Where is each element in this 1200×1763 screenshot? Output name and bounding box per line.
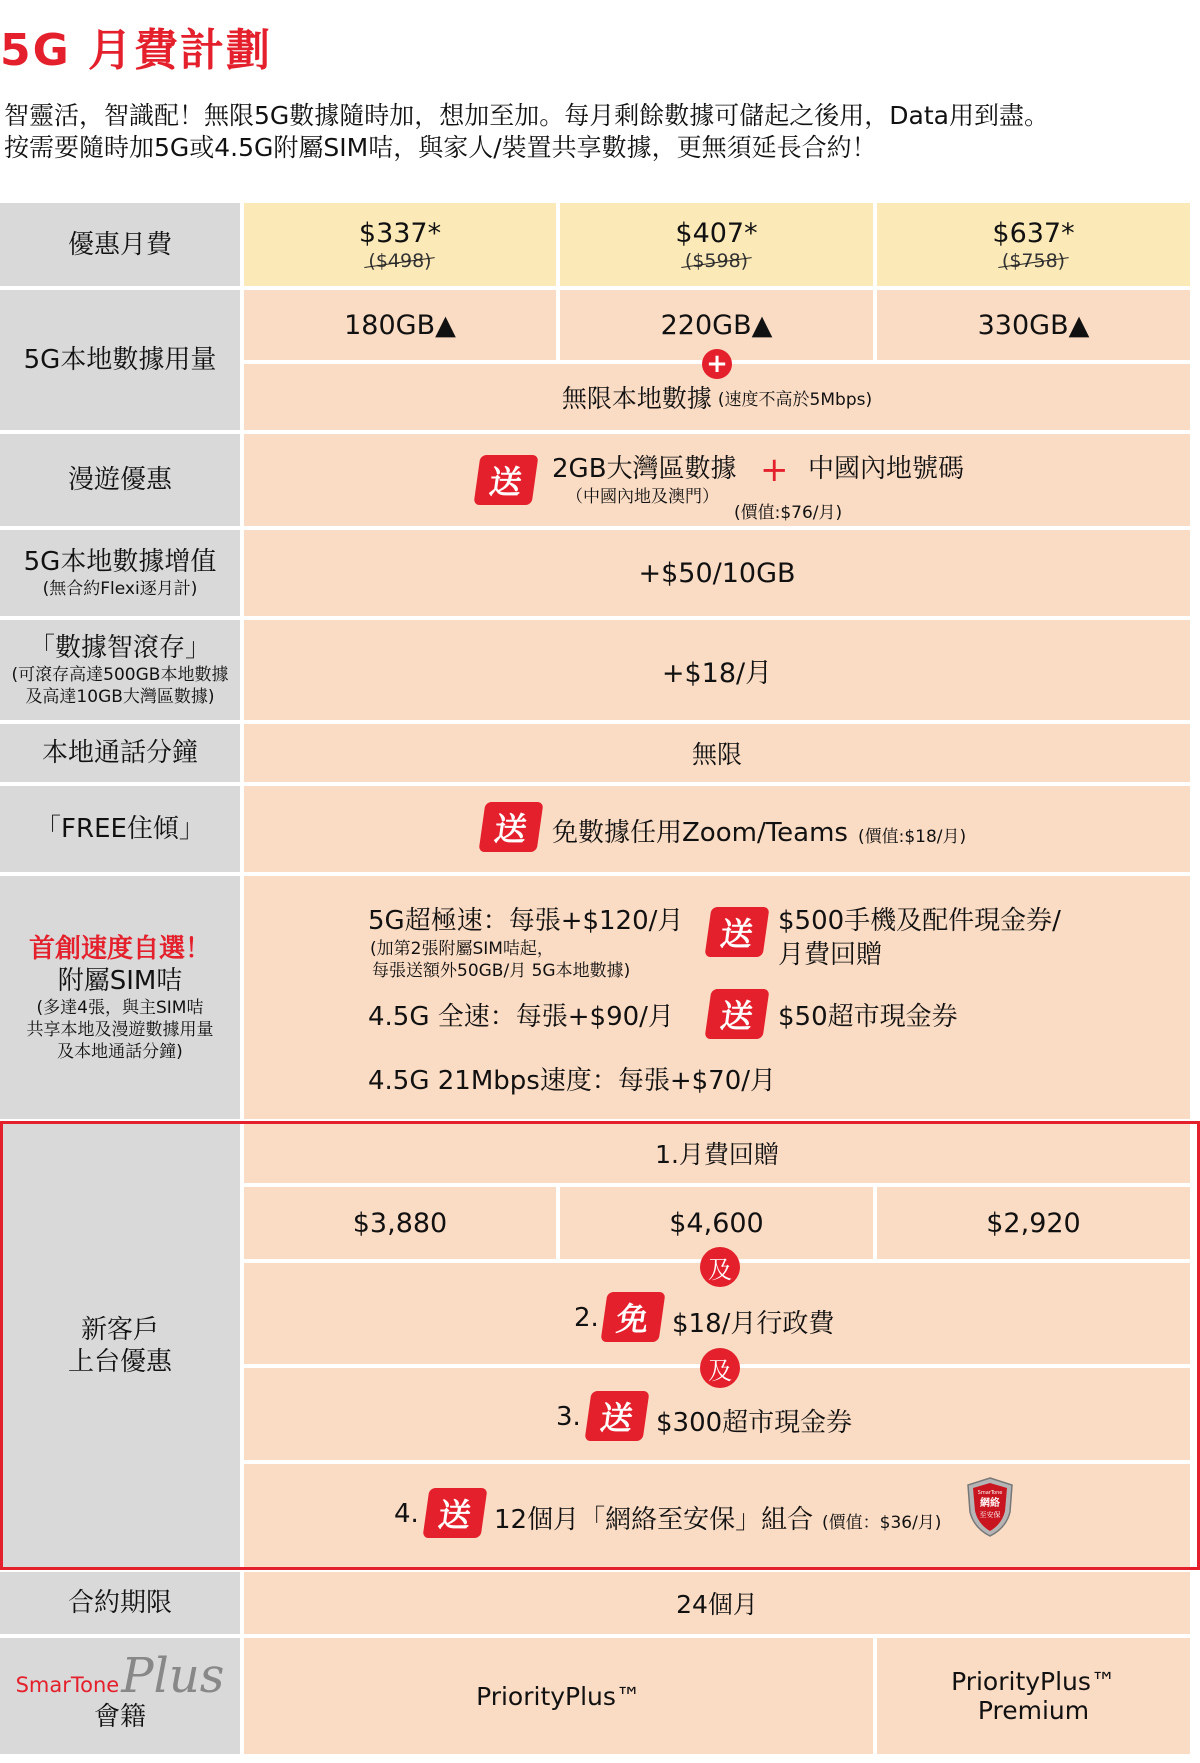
sim-option-45g: 4.5G 全速：每張+$90/月: [368, 1002, 674, 1032]
data-plan-1: 180GB▲: [244, 290, 556, 360]
voucher-number: 3.: [556, 1402, 581, 1432]
page-title: 5G 月費計劃: [0, 25, 273, 76]
roaming-item-2-note: (價值:$76/月): [734, 503, 843, 523]
security-number: 4.: [394, 1499, 419, 1529]
rebate-title: 1.月費回贈: [244, 1123, 1190, 1183]
shield-icon: [964, 1476, 1016, 1538]
sim-option-45g-21mbps: 4.5G 21Mbps速度：每張+$70/月: [368, 1066, 777, 1096]
data-plan-3: 330GB▲: [877, 290, 1190, 360]
old-price-plan-2: ($598): [684, 249, 749, 272]
free-note: (價值:$18/月): [858, 827, 967, 847]
old-price-plan-3: ($758): [1001, 249, 1066, 272]
voucher-text: $300超市現金券: [656, 1408, 853, 1438]
row-label-new-customer: 新客戶 上台優惠: [0, 1123, 240, 1568]
intro-text: [4, 100, 1049, 164]
price-plan-1: $337*: [358, 217, 442, 249]
roaming-item-1-note: （中國內地及澳門）: [566, 487, 719, 507]
row-label-sim: 首創速度自選！ 附屬SIM咭 (多達4張，與主SIM咭 共享本地及漫遊數據用量 及本地通話分鐘): [0, 876, 240, 1119]
sim-option-5g-note-2: 每張送額外50GB/月 5G本地數據): [372, 961, 631, 981]
price-plan-3: $637*: [992, 217, 1075, 249]
row-label-roaming: 漫遊優惠: [0, 434, 240, 526]
security-note: (價值：$36/月): [822, 1513, 942, 1533]
row-label-addon: 5G本地數據增值 (無合約Flexi逐月計): [0, 530, 240, 616]
fee-plan-1: [244, 203, 556, 286]
roaming-item-2: 中國內地號碼: [808, 454, 965, 484]
sim-gift-1-line-2: 月費回贈: [778, 940, 883, 970]
shield-text-2: 至安保: [979, 1511, 1001, 1519]
rebate-plan-1: $3,880: [244, 1187, 556, 1259]
membership-plans-1-2: PriorityPlus™: [244, 1638, 873, 1754]
calls-value: 無限: [244, 724, 1190, 782]
rebate-plan-2: $4,600: [560, 1187, 873, 1259]
gift-badge-icon: 送: [704, 907, 769, 957]
old-price-plan-1: ($498): [368, 249, 432, 272]
fee-plan-3: [877, 203, 1190, 286]
row-label-contract: 合約期限: [0, 1572, 240, 1634]
contract-value: 24個月: [244, 1572, 1190, 1634]
admin-fee-text: $18/月行政費: [672, 1309, 835, 1339]
roaming-item-1: 2GB大灣區數據: [552, 454, 737, 484]
data-plan-2: 220GB▲: [560, 290, 873, 360]
security-text: 12個月「網絡至安保」組合: [494, 1505, 814, 1535]
gift-badge-icon: 送: [422, 1488, 487, 1538]
gift-badge-icon: 送: [478, 802, 543, 852]
smartone-plus-logo: SmarTone Plus: [15, 1647, 225, 1704]
row-label-free: 「FREE住傾」: [0, 786, 240, 872]
row-label-rollover: 「數據智滾存」 (可滾存高達500GB本地數據 及高達10GB大灣區數據): [0, 620, 240, 720]
intro-line-1: 智靈活，智識配！無限5G數據隨時加，想加至加。每月剩餘數據可儲起之後用，Data用到盡。: [4, 101, 1049, 130]
admin-fee-number: 2.: [574, 1303, 599, 1333]
free-value: 免數據任用Zoom/Teams: [552, 818, 848, 848]
rebate-plan-3: $2,920: [877, 1187, 1190, 1259]
addon-value: +$50/10GB: [244, 530, 1190, 616]
sim-gift-2: $50超市現金券: [778, 1002, 958, 1032]
gift-badge-icon: 送: [473, 455, 538, 505]
shield-brand: SmarTone: [977, 1490, 1003, 1496]
plus-icon: +: [760, 450, 789, 490]
sim-option-5g: 5G超極速：每張+$120/月: [368, 906, 684, 936]
gift-badge-icon: 送: [704, 989, 769, 1039]
shield-text-1: 網絡: [980, 1498, 1000, 1509]
membership-plan-3: PriorityPlus™ Premium: [877, 1638, 1190, 1754]
sim-option-5g-note-1: (加第2張附屬SIM咭起，: [370, 939, 554, 959]
rollover-value: +$18/月: [244, 620, 1190, 720]
and-circle-icon: 及: [700, 1247, 740, 1287]
gift-badge-icon: 送: [584, 1391, 649, 1441]
price-plan-2: $407*: [675, 217, 758, 249]
row-label-calls: 本地通話分鐘: [0, 724, 240, 782]
fee-plan-2: [560, 203, 873, 286]
row-label-fee: 優惠月費: [0, 203, 240, 286]
row-label-membership: SmarTone Plus 會籍: [0, 1638, 240, 1754]
row-label-5g-data: 5G本地數據用量: [0, 290, 240, 430]
unlimited-data: 無限本地數據 (速度不高於5Mbps): [244, 364, 1190, 430]
and-circle-icon: 及: [700, 1348, 740, 1388]
sim-gift-1-line-1: $500手機及配件現金券/: [778, 906, 1061, 936]
free-badge-icon: 免: [600, 1292, 665, 1342]
plus-circle-icon: +: [702, 349, 732, 379]
intro-line-2: 按需要隨時加5G或4.5G附屬SIM咭，與家人/裝置共享數據，更無須延長合約！: [4, 133, 877, 162]
